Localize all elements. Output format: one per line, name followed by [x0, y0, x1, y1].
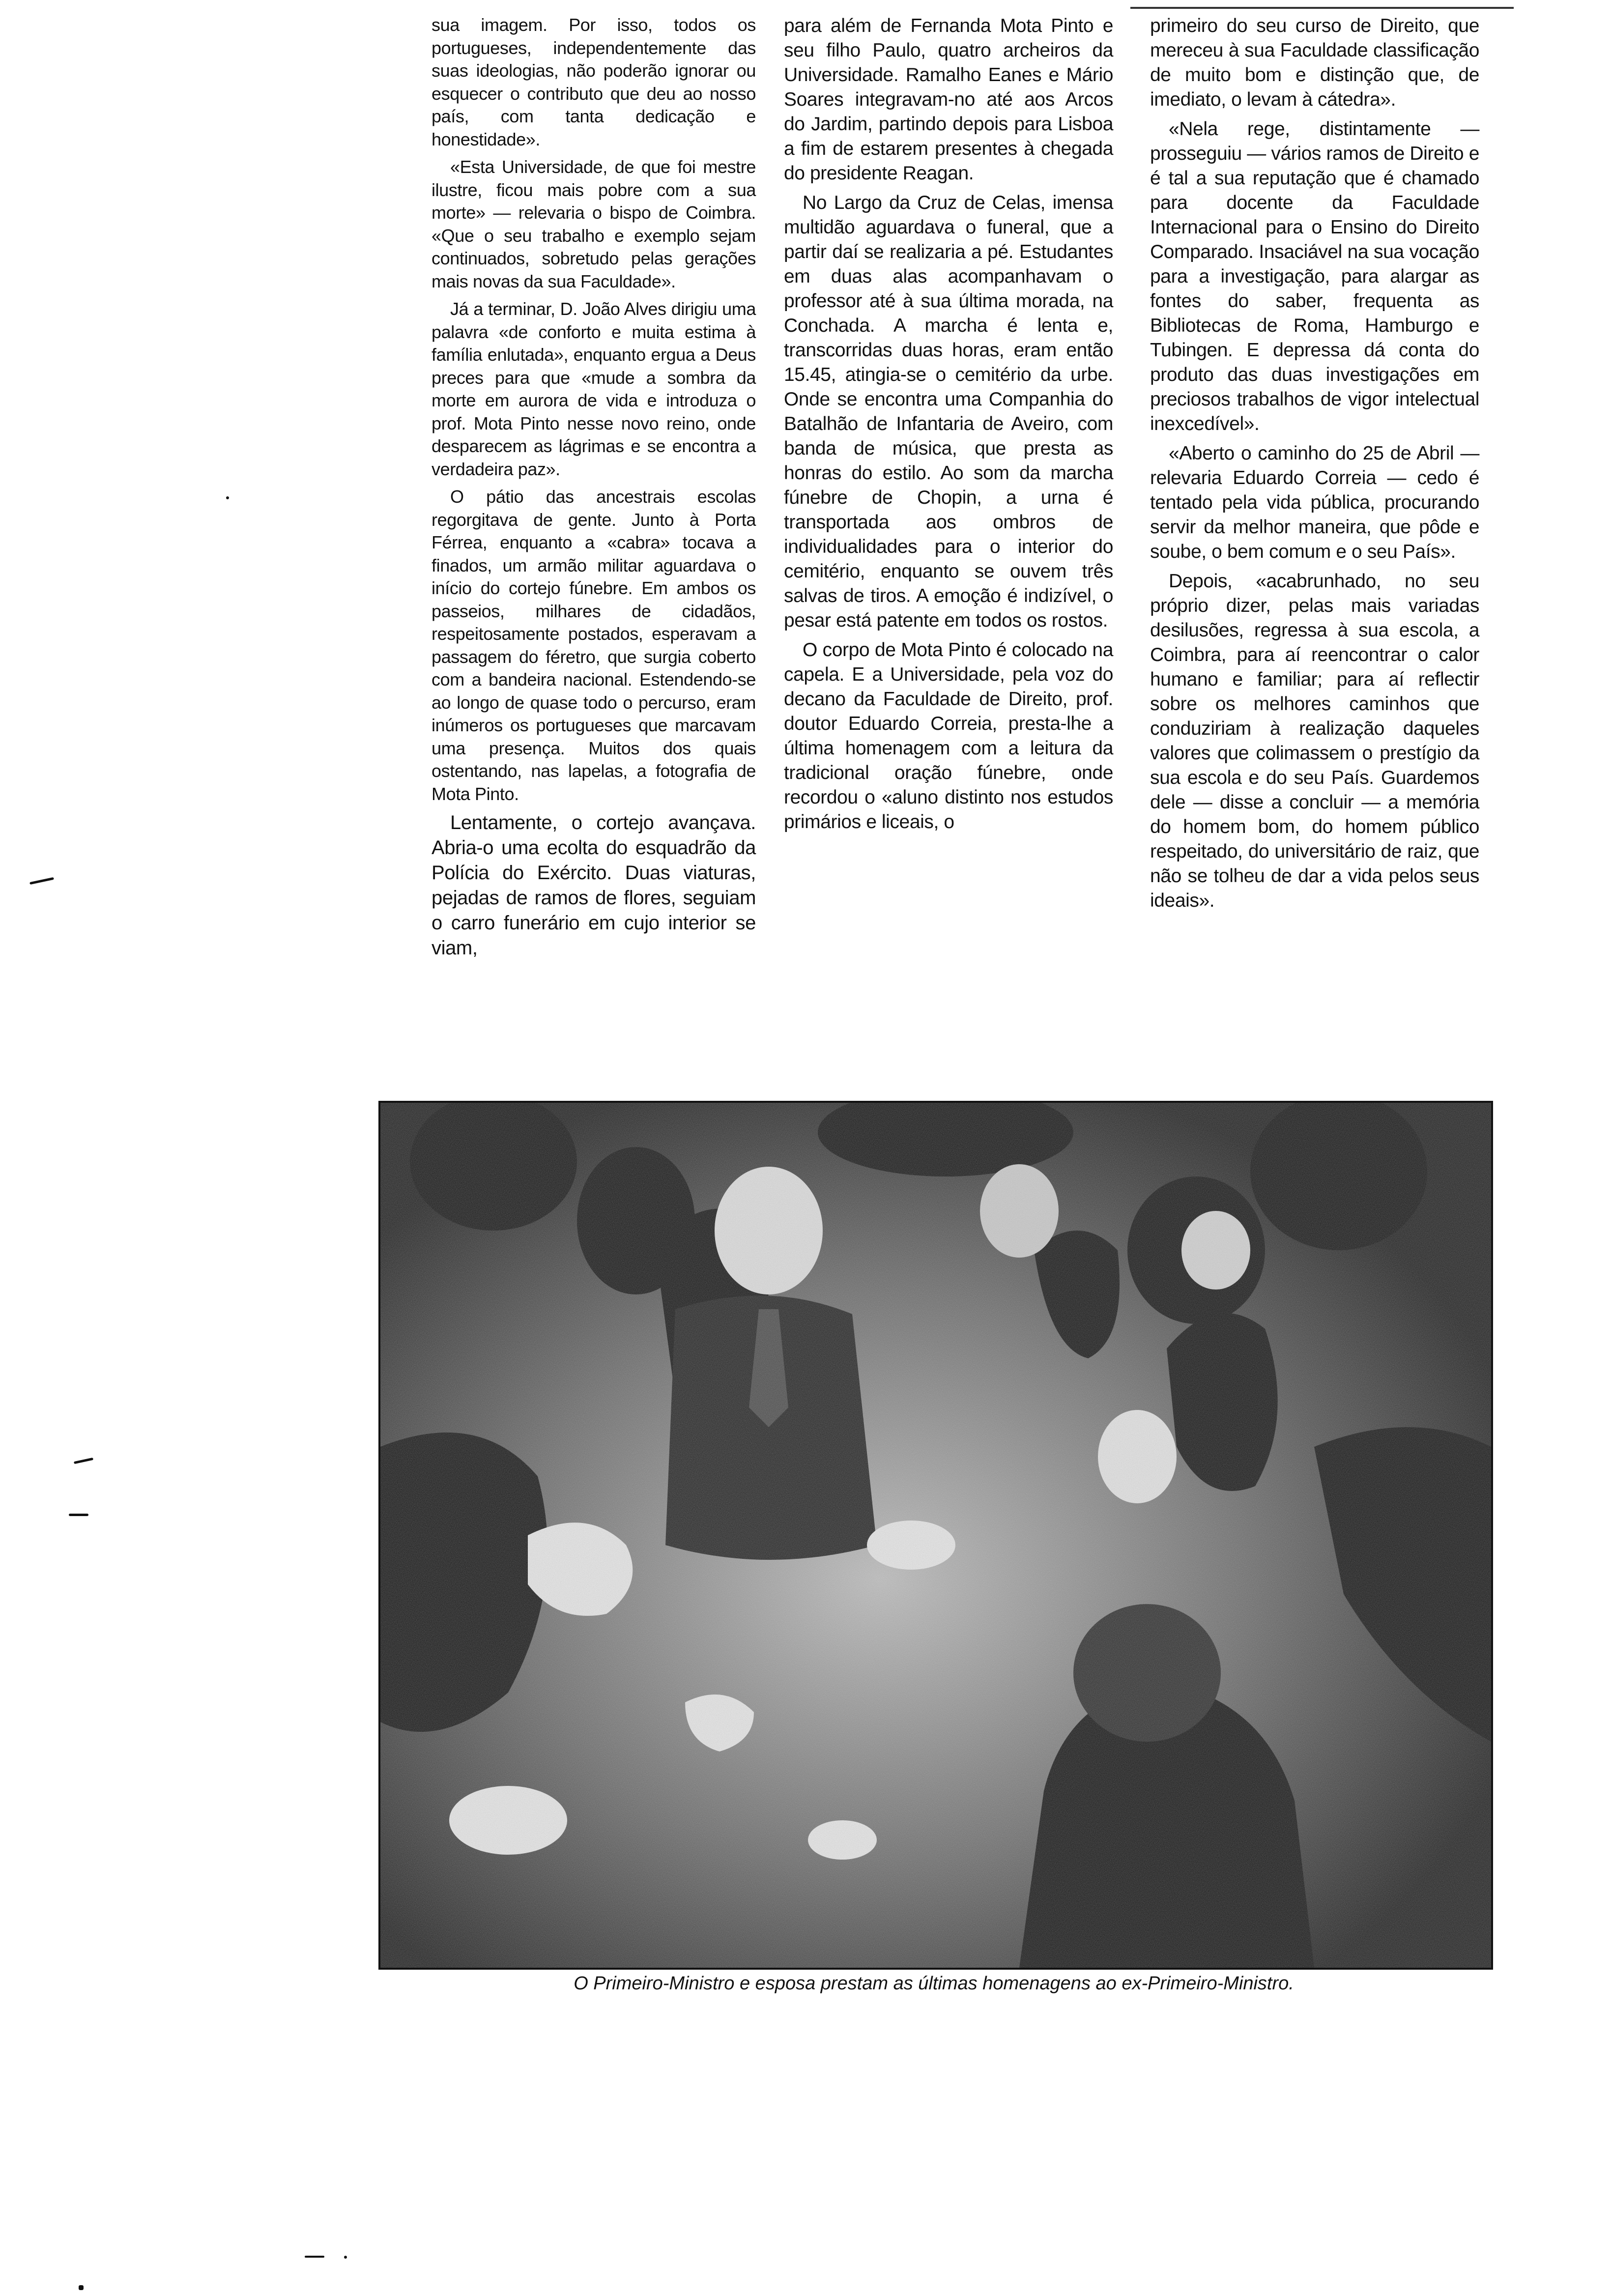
scan-mark	[69, 1514, 88, 1516]
paragraph: «Aberto o caminho do 25 de Abril — relevaria Eduardo Correia — cedo é tentado pela vida pública, procurando servir da melhor maneira, que pôde e soube, o bem comum e o seu País».	[1150, 443, 1479, 562]
paragraph: No Largo da Cruz de Celas, imensa multidão aguardava o funeral, que a partir daí se realizaria a pé. Estudantes em duas alas acompanhavam o professor até à sua última morada, na Conchada. A marcha é lenta e, transcorridas duas horas, eram então 15.45, atingia-se o cemitério da urbe. Onde se encontra uma Companhia do Batalhão de Infantaria de Aveiro, com banda de música, que presta as honras do estilo. Ao som da marcha fúnebre de Chopin, a urna é transportada aos ombros de individualidades para o interior do cemitério, enquanto se ouvem três salvas de tiros. A emoção é indizível, o pesar está patente em todos os rostos.	[784, 192, 1113, 631]
article-column-1	[432, 14, 756, 966]
news-photo	[378, 1101, 1493, 1970]
paragraph: primeiro do seu curso de Direito, que mereceu à sua Faculdade classificação de muito bom e distinção que, de imediato, o levam à cátedra».	[1150, 15, 1479, 110]
scan-mark	[344, 2256, 347, 2259]
paragraph: «Nela rege, distintamente — prosseguiu — vários ramos de Direito e é tal a sua reputação que é chamado para docente da Faculdade Internacional para o Ensino do Direito Comparado. Insaciável na sua vocação para a investigação, para alargar as fontes do saber, frequenta as Bibliotecas de Roma, Hamburgo e Tubingen. E depressa dá conta do produto das duas investigações em preciosos trabalhos de vigor intelectual inexcedível».	[1150, 118, 1479, 434]
scan-mark	[226, 496, 229, 499]
paragraph: Depois, «acabrunhado, no seu próprio dizer, pelas mais variadas desilusões, regressa à sua escola, a Coimbra, para aí reencontrar o calor humano e familiar; para aí reflectir sobre os melhores caminhos que conduziriam à realização daqueles valores que colimassem o prestígio da sua escola e do seu País. Guardemos dele — disse a concluir — a memória do homem bom, do homem público respeitado, do universitário de raiz, que não se tolheu de dar a vida pelos seus ideais».	[1150, 571, 1479, 911]
paragraph: Lentamente, o cortejo avançava. Abria-o uma ecolta do esquadrão da Polícia do Exército. Duas viaturas, pejadas de ramos de flores, seguiam o carro funerário em cujo interior se viam,	[432, 812, 756, 959]
paragraph: Já a terminar, D. João Alves dirigiu uma palavra «de conforto e muita estima à família enlutada», enquanto ergua a Deus preces para que «mude a sombra da morte em aurora de vida e introduza o prof. Mota Pinto nesse novo reino, onde desparecem as lágrimas e se encontra a verdadeira paz».	[432, 299, 756, 479]
scan-mark	[79, 2285, 84, 2290]
photo-caption: O Primeiro-Ministro e esposa prestam as últimas homenagens ao ex-Primeiro-Ministro.	[574, 1973, 1294, 1994]
scan-mark	[74, 1458, 93, 1464]
scan-mark	[29, 877, 54, 885]
article-column-3	[1150, 14, 1479, 918]
column-1-text	[432, 14, 756, 805]
paragraph: O corpo de Mota Pinto é colocado na capela. E a Universidade, pela voz do decano da Faculdade de Direito, prof. doutor Eduardo Correia, presta-lhe a última homenagem com a leitura da tradicional oração fúnebre, onde recordou o «aluno distinto nos estudos primários e liceais, o	[784, 639, 1113, 832]
scan-mark	[305, 2256, 324, 2258]
paragraph: sua imagem. Por isso, todos os portugueses, independentemente das suas ideologias, não poderão ignorar ou esquecer o contributo que deu ao nosso país, com tanta dedicação e honestidade».	[432, 15, 756, 149]
article-column-2	[784, 14, 1113, 839]
paragraph: «Esta Universidade, de que foi mestre ilustre, ficou mais pobre com a sua morte» — relevaria o bispo de Coimbra. «Que o seu trabalho e exemplo sejam continuados, sobretudo pelas gerações mais novas da sua Faculdade».	[432, 157, 756, 291]
paragraph: O pátio das ancestrais escolas regorgitava de gente. Junto à Porta Férrea, enquanto a «cabra» tocava a finados, um armão militar aguardava o início do cortejo fúnebre. Em ambos os passeios, milhares de cidadãos, respeitosamente postados, esperavam a passagem do féretro, que surgia coberto com a bandeira nacional. Estendendo-se ao longo de quase todo o percurso, eram inúmeros os portugueses que marcavam uma presença. Muitos dos quais ostentando, nas lapelas, a fotografia de Mota Pinto.	[432, 487, 756, 804]
photo-illustration	[380, 1103, 1491, 1968]
top-rule	[1130, 7, 1514, 9]
paragraph: para além de Fernanda Mota Pinto e seu filho Paulo, quatro archeiros da Universidade. Ramalho Eanes e Mário Soares integravam-no até aos Arcos do Jardim, partindo depois para Lisboa a fim de estarem presentes à chegada do presidente Reagan.	[784, 15, 1113, 184]
